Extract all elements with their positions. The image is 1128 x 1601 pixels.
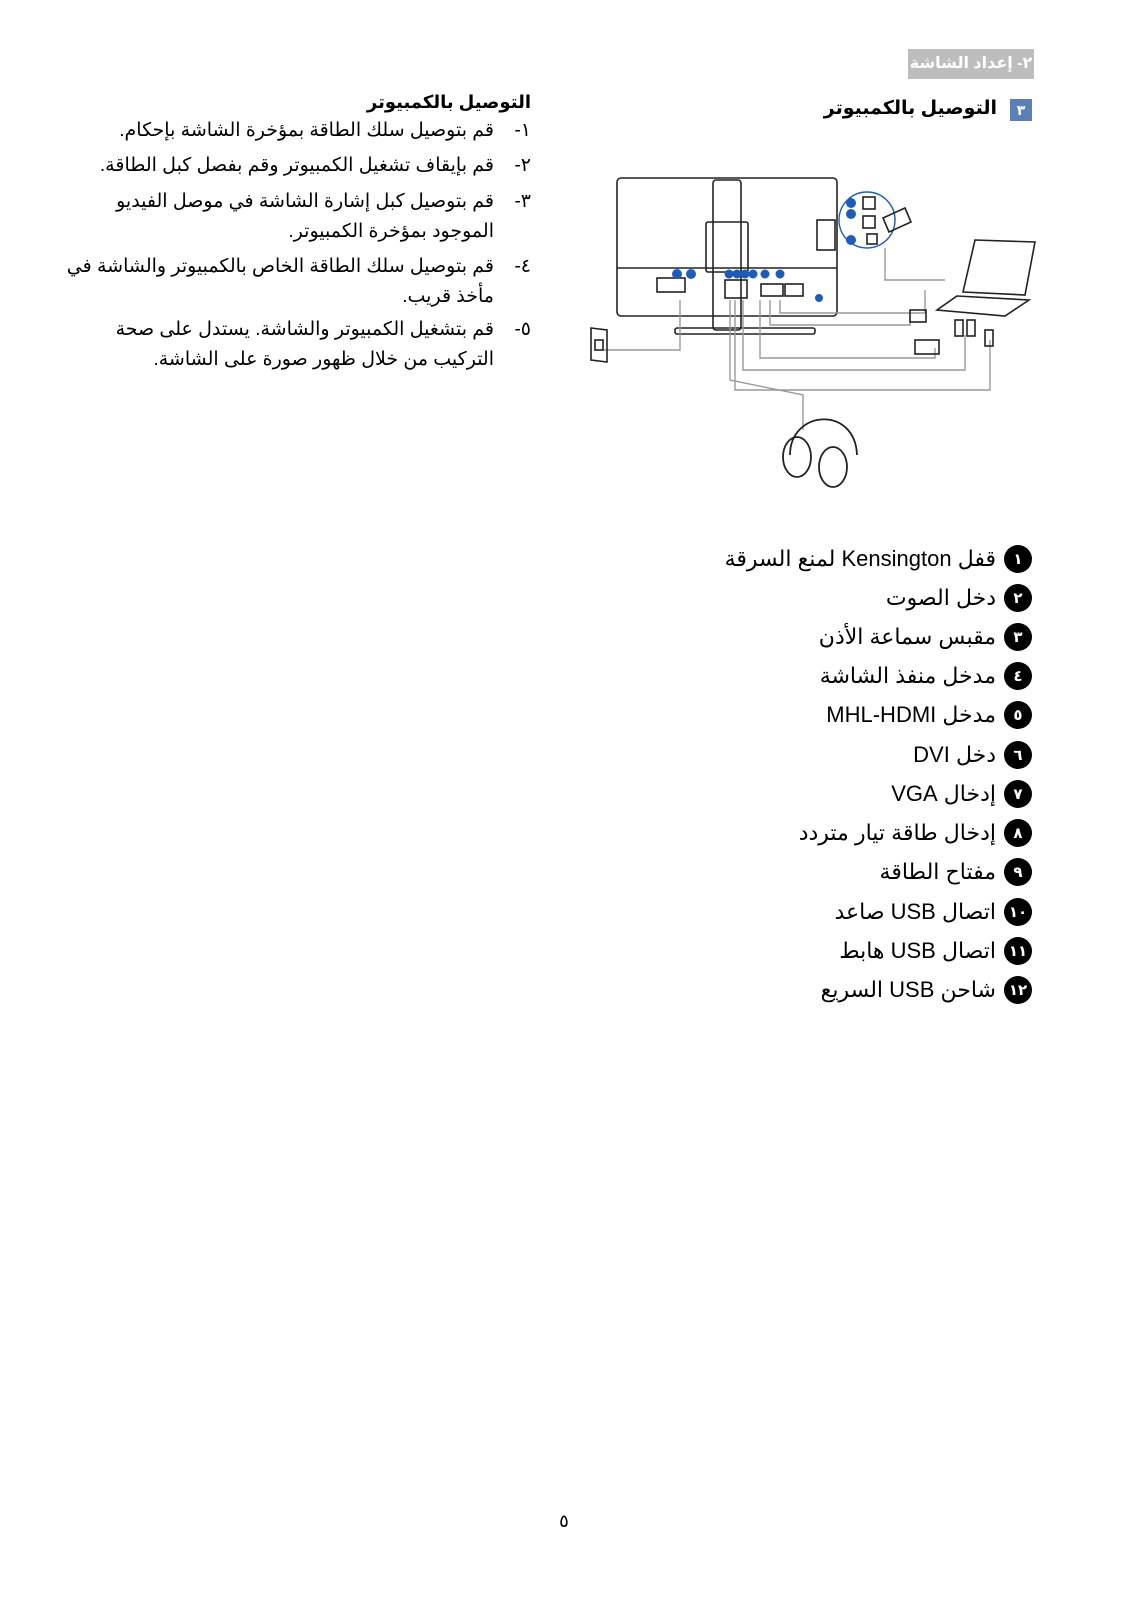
legend-number: ٤ xyxy=(1004,662,1032,690)
legend-item xyxy=(834,897,1032,927)
legend-label: مدخل منفذ الشاشة xyxy=(819,663,996,688)
legend-number: ٨ xyxy=(1004,819,1032,847)
connect-heading: التوصيل بالكمبيوتر xyxy=(823,98,997,119)
legend-number: ٢ xyxy=(1004,584,1032,612)
step-number: ١- xyxy=(514,120,531,141)
step-number: ٣- xyxy=(514,191,531,212)
section-number: ٣ xyxy=(1010,99,1032,121)
legend-number: ٣ xyxy=(1004,623,1032,651)
legend-item xyxy=(725,544,1032,574)
legend-label: اتصال USB صاعد xyxy=(834,899,996,924)
legend-number: ٩ xyxy=(1004,858,1032,886)
step-text: قم بتوصيل سلك الطاقة الخاص بالكمبيوتر والشاشة في مأخذ قريب. xyxy=(66,256,494,307)
legend-label: مفتاح الطاقة xyxy=(879,859,996,884)
usb-stick-icon xyxy=(883,208,911,232)
legend-label: دخل الصوت xyxy=(885,585,996,610)
instruction-step xyxy=(56,315,531,375)
legend-number: ٦ xyxy=(1004,741,1032,769)
legend-label: قفل Kensington لمنع السرقة xyxy=(724,546,996,571)
legend-label: مقبس سماعة الأذن xyxy=(818,624,996,649)
legend-item xyxy=(880,857,1032,887)
step-number: ٢- xyxy=(514,155,531,176)
legend-item xyxy=(821,975,1032,1005)
step-number: ٤- xyxy=(514,256,531,277)
legend-label: شاحن USB السريع xyxy=(820,977,996,1002)
legend-label: إدخال VGA xyxy=(891,781,996,806)
legend-item xyxy=(839,936,1032,966)
legend-number: ٧ xyxy=(1004,780,1032,808)
step-text: قم بإيقاف تشغيل الكمبيوتر وقم بفصل كبل الطاقة. xyxy=(99,155,494,176)
legend-item xyxy=(820,661,1032,691)
step-text: قم بتوصيل سلك الطاقة بمؤخرة الشاشة بإحكام. xyxy=(119,120,494,141)
legend-label: مدخل MHL-HDMI xyxy=(826,702,996,727)
section-label: ٢- إعداد الشاشة xyxy=(908,49,1034,79)
legend-label: إدخال طاقة تيار متردد xyxy=(798,820,996,845)
legend-item xyxy=(819,622,1032,652)
connection-diagram xyxy=(585,170,1050,500)
page-number: ٥ xyxy=(559,1511,569,1531)
legend-number: ١٠ xyxy=(1004,898,1032,926)
legend-item xyxy=(886,583,1032,613)
instruction-step xyxy=(56,116,531,146)
instruction-step xyxy=(56,252,531,312)
instructions-title: التوصيل بالكمبيوتر xyxy=(366,92,531,112)
instruction-step xyxy=(56,151,531,181)
legend-label: اتصال USB هابط xyxy=(839,938,996,963)
step-text: قم بتوصيل كبل إشارة الشاشة في موصل الفيديو الموجود بمؤخرة الكمبيوتر. xyxy=(116,191,494,242)
monitor-back xyxy=(617,178,837,316)
legend-number: ٥ xyxy=(1004,701,1032,729)
monitor-stand xyxy=(713,180,741,330)
dvi-connector-icon xyxy=(910,310,926,322)
legend-number: ١ xyxy=(1004,545,1032,573)
headphones-icon xyxy=(783,419,857,487)
legend-item xyxy=(891,779,1032,809)
step-number: ٥- xyxy=(514,319,531,340)
legend-number: ١٢ xyxy=(1004,976,1032,1004)
power-outlet-icon xyxy=(591,328,607,362)
step-text: قم بتشغيل الكمبيوتر والشاشة. يستدل على صحة التركيب من خلال ظهور صورة على الشاشة. xyxy=(115,319,494,370)
laptop-icon xyxy=(937,240,1035,316)
legend-item xyxy=(799,818,1032,848)
legend-item xyxy=(826,700,1032,730)
legend-label: دخل DVI xyxy=(913,742,996,767)
legend-item xyxy=(913,740,1032,770)
instruction-step xyxy=(56,187,531,247)
legend-number: ١١ xyxy=(1004,937,1032,965)
